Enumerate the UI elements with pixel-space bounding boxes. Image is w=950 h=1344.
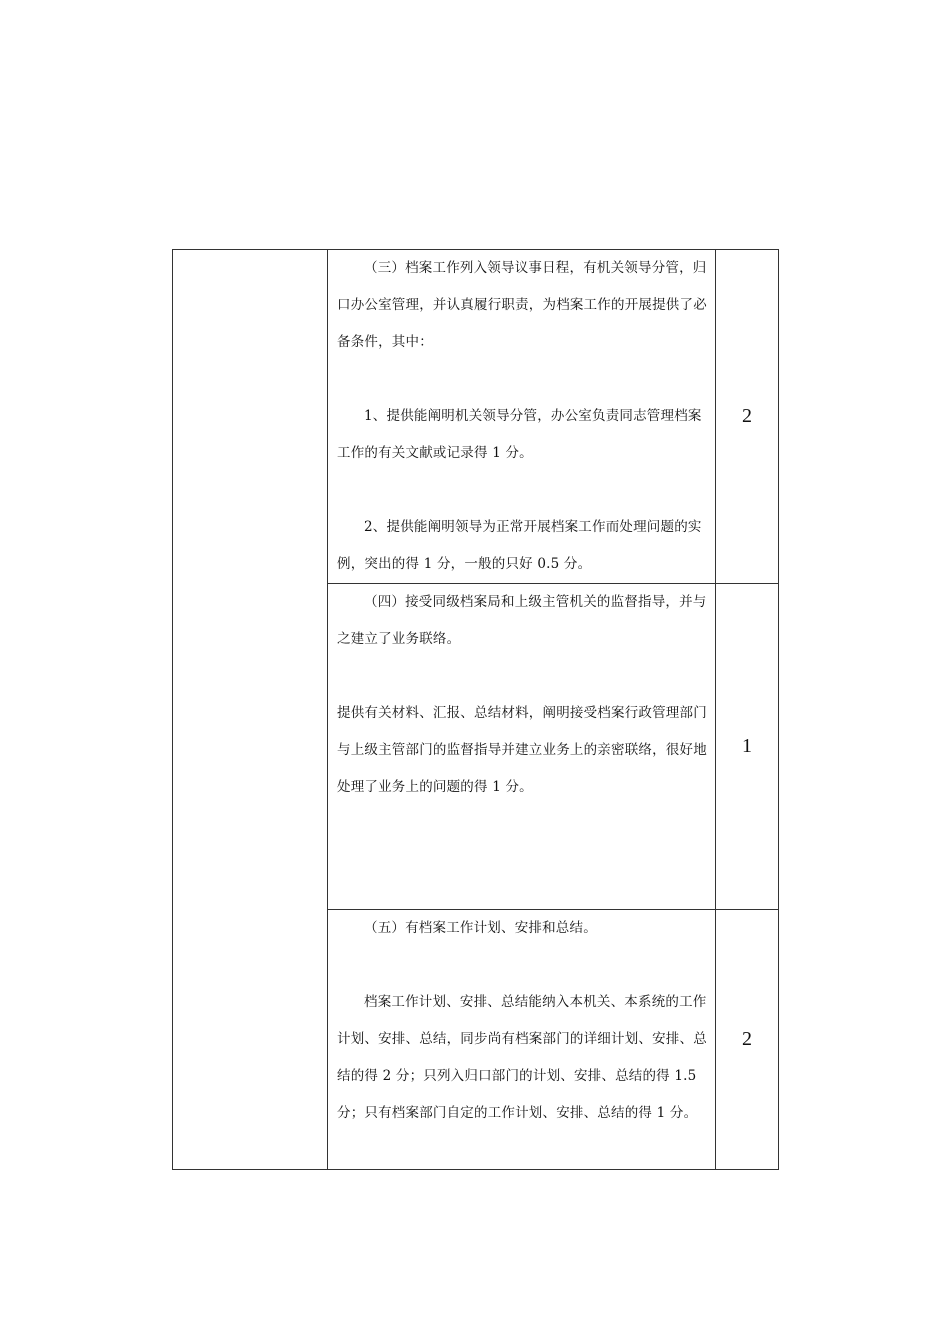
criteria-item: 档案工作计划、安排、总结能纳入本机关、本系统的工作计划、安排、总结，同步尚有档案部门的详细计划、安排、总结的得 2 分；只列入归口部门的计划、安排、总结的得 1.5 分；只有档案部门自定的工作计划、安排、总结的得 1 分。 [337, 994, 707, 1121]
category-cell [173, 250, 328, 1170]
score-cell: 1 [716, 584, 779, 910]
criteria-heading: （三）档案工作列入领导议事日程，有机关领导分管，归口办公室管理，并认真履行职责，为档案工作的开展提供了必备条件，其中： [337, 260, 707, 350]
criteria-cell [328, 910, 716, 1170]
criteria-heading: （五）有档案工作计划、安排和总结。 [364, 920, 597, 936]
criteria-item: 1、提供能阐明机关领导分管，办公室负责同志管理档案工作的有关文献或记录得 1 分。 [337, 408, 702, 461]
criteria-item: 提供有关材料、汇报、总结材料，阐明接受档案行政管理部门与上级主管部门的监督指导并建立业务上的亲密联络，很好地处理了业务上的问题的得 1 分。 [337, 705, 707, 795]
score-cell: 2 [716, 910, 779, 1170]
criteria-heading: （四）接受同级档案局和上级主管机关的监督指导，并与之建立了业务联络。 [337, 594, 707, 647]
criteria-cell [328, 584, 716, 910]
criteria-item: 2、提供能阐明领导为正常开展档案工作而处理问题的实例，突出的得 1 分，一般的只好 0.5 分。 [337, 519, 702, 572]
criteria-cell [328, 250, 716, 584]
table-row [173, 250, 779, 584]
score-cell: 2 [716, 250, 779, 584]
assessment-table [172, 249, 779, 1170]
